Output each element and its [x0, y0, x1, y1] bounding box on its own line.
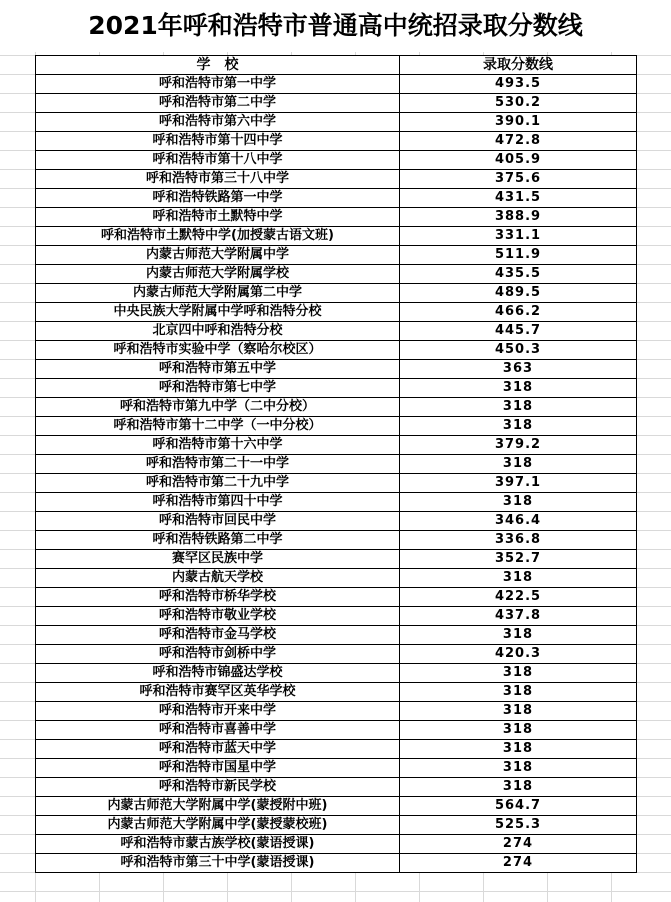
table-row: [36, 474, 637, 493]
table-row: [36, 284, 637, 303]
score-cell: 318: [400, 398, 637, 417]
score-cell: 318: [400, 702, 637, 721]
school-name-cell: 呼和浩特市国星中学: [36, 759, 400, 778]
school-name-cell: 呼和浩特市金马学校: [36, 626, 400, 645]
school-name-cell: 呼和浩特市第二十一中学: [36, 455, 400, 474]
score-cell: 363: [400, 360, 637, 379]
score-cell: 422.5: [400, 588, 637, 607]
table-row: [36, 170, 637, 189]
admission-score-table: [35, 55, 637, 873]
table-row: [36, 702, 637, 721]
school-name-cell: 呼和浩特市第三十中学(蒙语授课): [36, 854, 400, 873]
school-name-cell: 内蒙古航天学校: [36, 569, 400, 588]
school-name-cell: 呼和浩特市土默特中学: [36, 208, 400, 227]
school-name-cell: 呼和浩特市蒙古族学校(蒙语授课): [36, 835, 400, 854]
school-name-cell: 呼和浩特市第六中学: [36, 113, 400, 132]
score-cell: 375.6: [400, 170, 637, 189]
score-cell: 318: [400, 664, 637, 683]
score-cell: 390.1: [400, 113, 637, 132]
school-name-cell: 赛罕区民族中学: [36, 550, 400, 569]
score-cell: 493.5: [400, 75, 637, 94]
school-name-cell: 呼和浩特市第十八中学: [36, 151, 400, 170]
score-cell: 564.7: [400, 797, 637, 816]
score-cell: 405.9: [400, 151, 637, 170]
table-row: [36, 645, 637, 664]
school-name-cell: 呼和浩特市第五中学: [36, 360, 400, 379]
school-name-cell: 呼和浩特市第十二中学（一中分校）: [36, 417, 400, 436]
score-cell: 318: [400, 417, 637, 436]
score-cell: 274: [400, 835, 637, 854]
school-name-cell: 呼和浩特市第十六中学: [36, 436, 400, 455]
table-row: [36, 683, 637, 702]
score-cell: 318: [400, 683, 637, 702]
school-name-cell: 内蒙古师范大学附属中学: [36, 246, 400, 265]
school-name-cell: 呼和浩特铁路第一中学: [36, 189, 400, 208]
table-row: [36, 246, 637, 265]
school-name-cell: 呼和浩特市喜善中学: [36, 721, 400, 740]
school-name-cell: 呼和浩特市第二中学: [36, 94, 400, 113]
school-name-cell: 呼和浩特市第十四中学: [36, 132, 400, 151]
score-cell: 318: [400, 759, 637, 778]
table-row: [36, 398, 637, 417]
score-cell: 388.9: [400, 208, 637, 227]
table-row: [36, 189, 637, 208]
table-row: [36, 493, 637, 512]
school-name-cell: 呼和浩特市回民中学: [36, 512, 400, 531]
school-name-cell: 内蒙古师范大学附属第二中学: [36, 284, 400, 303]
table-row: [36, 303, 637, 322]
school-name-cell: 呼和浩特市赛罕区英华学校: [36, 683, 400, 702]
table-row: [36, 835, 637, 854]
school-name-cell: 呼和浩特市开来中学: [36, 702, 400, 721]
school-name-cell: 呼和浩特市第二十九中学: [36, 474, 400, 493]
column-header-school: 学 校: [36, 56, 400, 75]
table-row: [36, 379, 637, 398]
table-row: [36, 797, 637, 816]
score-cell: 318: [400, 569, 637, 588]
school-name-cell: 呼和浩特市蓝天中学: [36, 740, 400, 759]
table-row: [36, 417, 637, 436]
school-name-cell: 呼和浩特市实验中学（察哈尔校区）: [36, 341, 400, 360]
school-name-cell: 呼和浩特市第一中学: [36, 75, 400, 94]
school-name-cell: 呼和浩特铁路第二中学: [36, 531, 400, 550]
score-cell: 346.4: [400, 512, 637, 531]
table-row: [36, 341, 637, 360]
table-row: [36, 208, 637, 227]
table-row: [36, 550, 637, 569]
school-name-cell: 内蒙古师范大学附属学校: [36, 265, 400, 284]
table-row: [36, 322, 637, 341]
score-cell: 318: [400, 740, 637, 759]
table-row: [36, 759, 637, 778]
score-cell: 435.5: [400, 265, 637, 284]
score-cell: 530.2: [400, 94, 637, 113]
score-cell: 525.3: [400, 816, 637, 835]
table-row: [36, 265, 637, 284]
score-cell: 318: [400, 721, 637, 740]
table-row: [36, 436, 637, 455]
school-name-cell: 中央民族大学附属中学呼和浩特分校: [36, 303, 400, 322]
score-cell: 472.8: [400, 132, 637, 151]
school-name-cell: 呼和浩特市剑桥中学: [36, 645, 400, 664]
score-cell: 318: [400, 455, 637, 474]
table-row: [36, 113, 637, 132]
school-name-cell: 呼和浩特市第四十中学: [36, 493, 400, 512]
table-row: [36, 721, 637, 740]
score-cell: 274: [400, 854, 637, 873]
score-cell: 511.9: [400, 246, 637, 265]
score-cell: 331.1: [400, 227, 637, 246]
table-row: [36, 588, 637, 607]
score-cell: 318: [400, 626, 637, 645]
school-name-cell: 呼和浩特市敬业学校: [36, 607, 400, 626]
school-name-cell: 呼和浩特市第三十八中学: [36, 170, 400, 189]
table-row: [36, 626, 637, 645]
score-cell: 420.3: [400, 645, 637, 664]
school-name-cell: 内蒙古师范大学附属中学(蒙授附中班): [36, 797, 400, 816]
table-row: [36, 778, 637, 797]
school-name-cell: 呼和浩特市新民学校: [36, 778, 400, 797]
table-row: [36, 816, 637, 835]
score-cell: 437.8: [400, 607, 637, 626]
score-cell: 318: [400, 379, 637, 398]
table-header-row: [36, 56, 637, 75]
score-cell: 445.7: [400, 322, 637, 341]
table-row: [36, 360, 637, 379]
column-header-score: 录取分数线: [400, 56, 637, 75]
table-row: [36, 132, 637, 151]
score-cell: 466.2: [400, 303, 637, 322]
table-row: [36, 569, 637, 588]
table-row: [36, 227, 637, 246]
school-name-cell: 呼和浩特市桥华学校: [36, 588, 400, 607]
score-cell: 318: [400, 493, 637, 512]
table-row: [36, 854, 637, 873]
score-cell: 397.1: [400, 474, 637, 493]
school-name-cell: 呼和浩特市第七中学: [36, 379, 400, 398]
table-row: [36, 531, 637, 550]
table-row: [36, 75, 637, 94]
score-cell: 450.3: [400, 341, 637, 360]
score-cell: 336.8: [400, 531, 637, 550]
school-name-cell: 北京四中呼和浩特分校: [36, 322, 400, 341]
score-cell: 318: [400, 778, 637, 797]
table-row: [36, 94, 637, 113]
score-cell: 379.2: [400, 436, 637, 455]
table-row: [36, 740, 637, 759]
table-row: [36, 664, 637, 683]
table-row: [36, 151, 637, 170]
table-row: [36, 512, 637, 531]
school-name-cell: 呼和浩特市土默特中学(加授蒙古语文班): [36, 227, 400, 246]
table-body: [36, 75, 637, 873]
score-cell: 431.5: [400, 189, 637, 208]
score-cell: 352.7: [400, 550, 637, 569]
school-name-cell: 内蒙古师范大学附属中学(蒙授蒙校班): [36, 816, 400, 835]
school-name-cell: 呼和浩特市锦盛达学校: [36, 664, 400, 683]
table-row: [36, 607, 637, 626]
school-name-cell: 呼和浩特市第九中学（二中分校）: [36, 398, 400, 417]
page-title: 2021年呼和浩特市普通高中统招录取分数线: [0, 0, 671, 52]
score-cell: 489.5: [400, 284, 637, 303]
table-row: [36, 455, 637, 474]
